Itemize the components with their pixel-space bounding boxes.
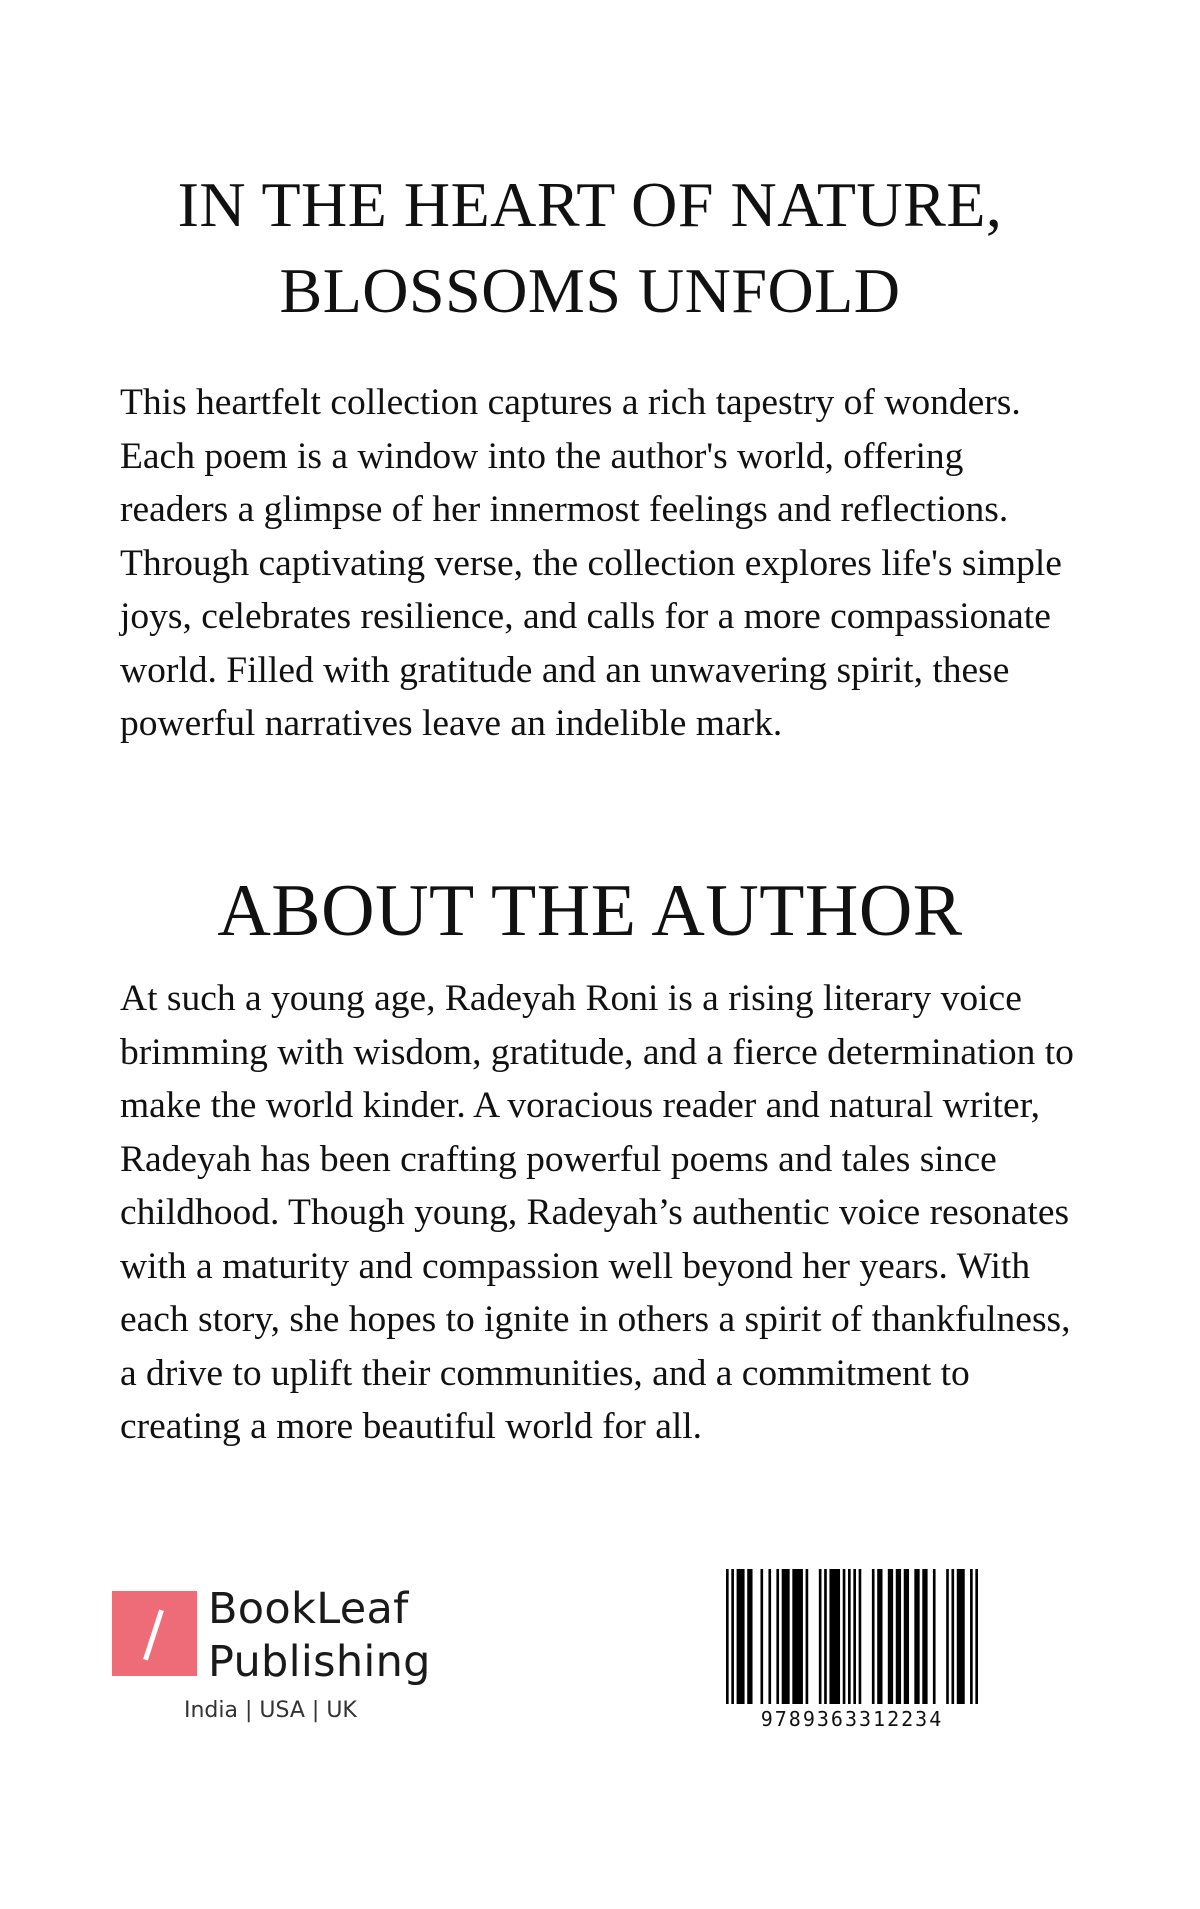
book-title: [120, 162, 1060, 334]
barcode-bar: [843, 1569, 846, 1704]
barcode-bar: [922, 1569, 927, 1704]
publisher-name-line-2: Publishing: [208, 1637, 431, 1687]
book-blurb: This heartfelt collection captures a rich tapestry of wonders. Each poem is a window into the author's world, offering readers a glimpse of her innermost feelings and reflections. Through captivating verse, the collection explores life's simple joys, celebrates resilience, and calls for a more compassionate world. Filled with gratitude and an unwavering spirit, these powerful narratives leave an indelible mark.: [120, 382, 1062, 744]
barcode-bar: [946, 1569, 949, 1704]
barcode-bar: [824, 1569, 827, 1704]
barcode-bar: [914, 1569, 919, 1704]
author-bio: At such a young age, Radeyah Roni is a rising literary voice brimming with wisdom, gratitude, and a fierce determination to make the world kinder. A voracious reader and natural writer, Radeyah has been crafting powerful poems and tales since childhood. Though young, Radeyah’s authentic voice resonates with a maturity and compassion well beyond her years. With each story, she hopes to ignite in others a spirit of thankfulness, a drive to uplift their communities, and a commitment to creating a more beautiful world for all.: [120, 978, 1074, 1447]
barcode-bar: [768, 1569, 771, 1704]
barcode-bar: [760, 1569, 763, 1704]
barcode-bar: [933, 1569, 936, 1704]
barcode-bar: [888, 1569, 893, 1704]
barcode-bar: [782, 1569, 790, 1704]
barcode-bar: [970, 1569, 973, 1704]
barcode-bar: [877, 1569, 882, 1704]
barcode-bar: [957, 1569, 965, 1704]
barcode-bar: [896, 1569, 901, 1704]
isbn-barcode: [726, 1569, 1036, 1759]
barcode-bar: [975, 1569, 978, 1704]
barcode-bar: [731, 1569, 734, 1704]
barcode-bar: [747, 1569, 752, 1704]
barcode-bar: [806, 1569, 809, 1704]
barcode-bar: [951, 1569, 954, 1704]
barcode-bar: [904, 1569, 909, 1704]
barcode-bar: [859, 1569, 862, 1704]
about-author-heading: ABOUT THE AUTHOR: [217, 870, 963, 952]
barcode-bar: [872, 1569, 875, 1704]
book-title-line-1: IN THE HEART OF NATURE,: [177, 169, 1003, 240]
book-title-line-2: BLOSSOMS UNFOLD: [279, 255, 901, 326]
publisher-name: [208, 1583, 431, 1689]
barcode-bar: [848, 1569, 851, 1704]
barcode-bar: [819, 1569, 822, 1704]
publisher-regions: India | USA | UK: [184, 1698, 357, 1723]
publisher-name-line-1: BookLeaf: [208, 1584, 409, 1634]
barcode-icon: [726, 1569, 978, 1704]
publisher-logo: [112, 1584, 452, 1741]
barcode-bar: [726, 1569, 729, 1704]
barcode-bar: [853, 1569, 856, 1704]
bookleaf-logo-icon: [112, 1591, 197, 1676]
isbn-number: 9789363312234: [760, 1707, 944, 1731]
barcode-bar: [776, 1569, 779, 1704]
barcode-bar: [737, 1569, 745, 1704]
barcode-bar: [792, 1569, 803, 1704]
logo-slash: [143, 1610, 164, 1661]
barcode-bar: [829, 1569, 840, 1704]
